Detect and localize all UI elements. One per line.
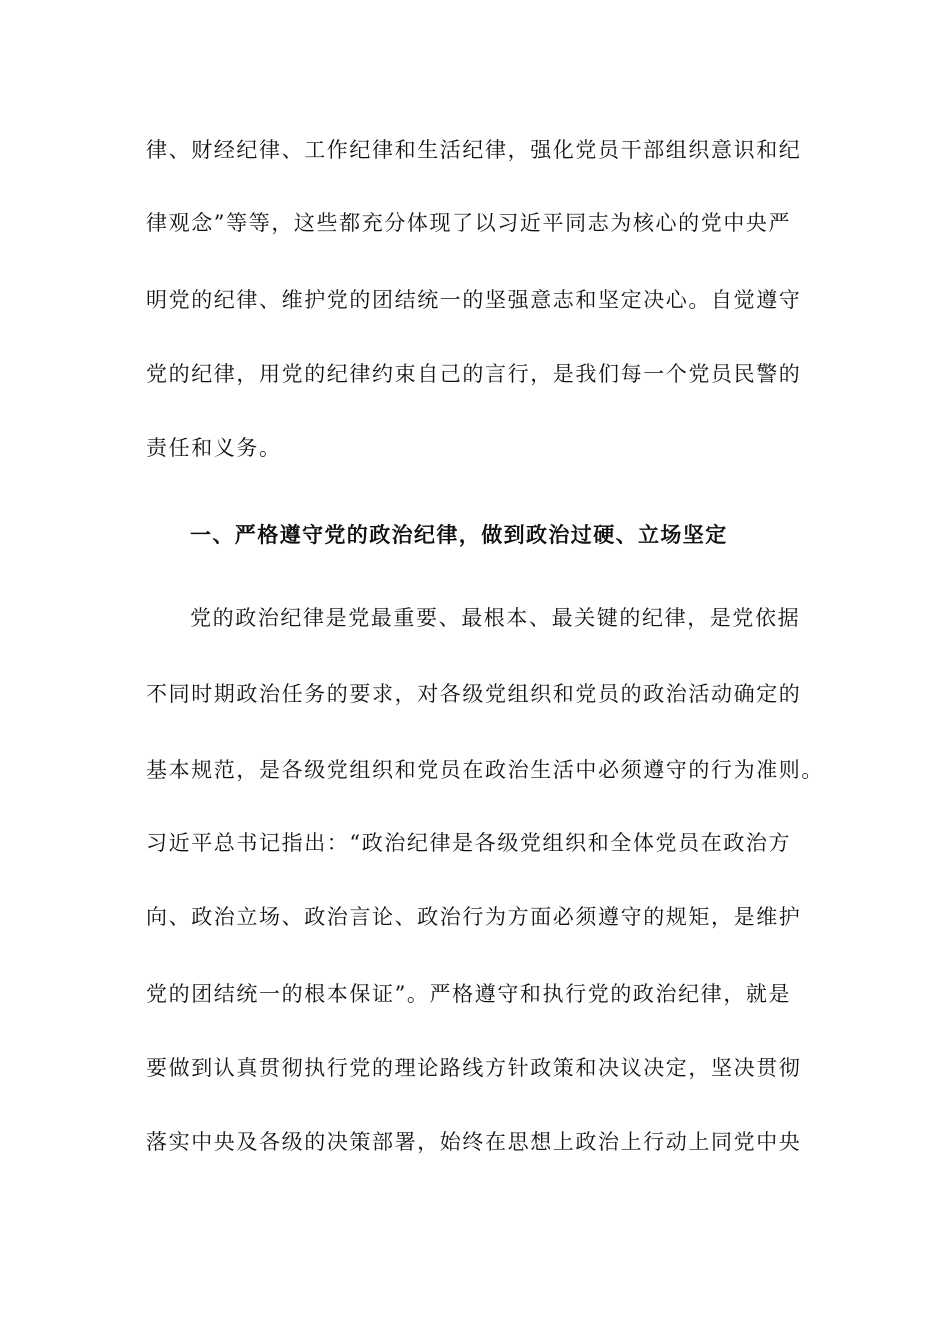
paragraph-2-line-3: 基本规范，是各级党组织和党员在政治生活中必须遵守的行为准则。 xyxy=(146,758,824,782)
paragraph-2-line-6: 党的团结统一的根本保证”。严格遵守和执行党的政治纪律，就是 xyxy=(146,982,792,1006)
paragraph-2-line-7: 要做到认真贯彻执行党的理论路线方针政策和决议决定，坚决贯彻 xyxy=(146,1056,802,1080)
paragraph-2-line-5: 向、政治立场、政治言论、政治行为方面必须遵守的规矩，是维护 xyxy=(146,905,802,929)
paragraph-1-line-3: 明党的纪律、维护党的团结统一的坚强意志和坚定决心。自觉遵守 xyxy=(146,288,802,312)
paragraph-1-line-5: 责任和义务。 xyxy=(146,436,282,460)
section-heading: 一、严格遵守党的政治纪律，做到政治过硬、立场坚定 xyxy=(190,522,728,547)
paragraph-1-line-4: 党的纪律，用党的纪律约束自己的言行，是我们每一个党员民警的 xyxy=(146,362,802,386)
paragraph-2-line-1: 党的政治纪律是党最重要、最根本、最关键的纪律，是党依据 xyxy=(190,606,801,630)
paragraph-1-line-2: 律观念”等等，这些都充分体现了以习近平同志为核心的党中央严 xyxy=(146,211,792,235)
paragraph-2-line-8: 落实中央及各级的决策部署，始终在思想上政治上行动上同党中央 xyxy=(146,1130,802,1154)
paragraph-2-line-4: 习近平总书记指出：“政治纪律是各级党组织和全体党员在政治方 xyxy=(146,831,792,855)
paragraph-1-line-1: 律、财经纪律、工作纪律和生活纪律，强化党员干部组织意识和纪 xyxy=(146,138,802,162)
paragraph-2-line-2: 不同时期政治任务的要求，对各级党组织和党员的政治活动确定的 xyxy=(146,682,802,706)
